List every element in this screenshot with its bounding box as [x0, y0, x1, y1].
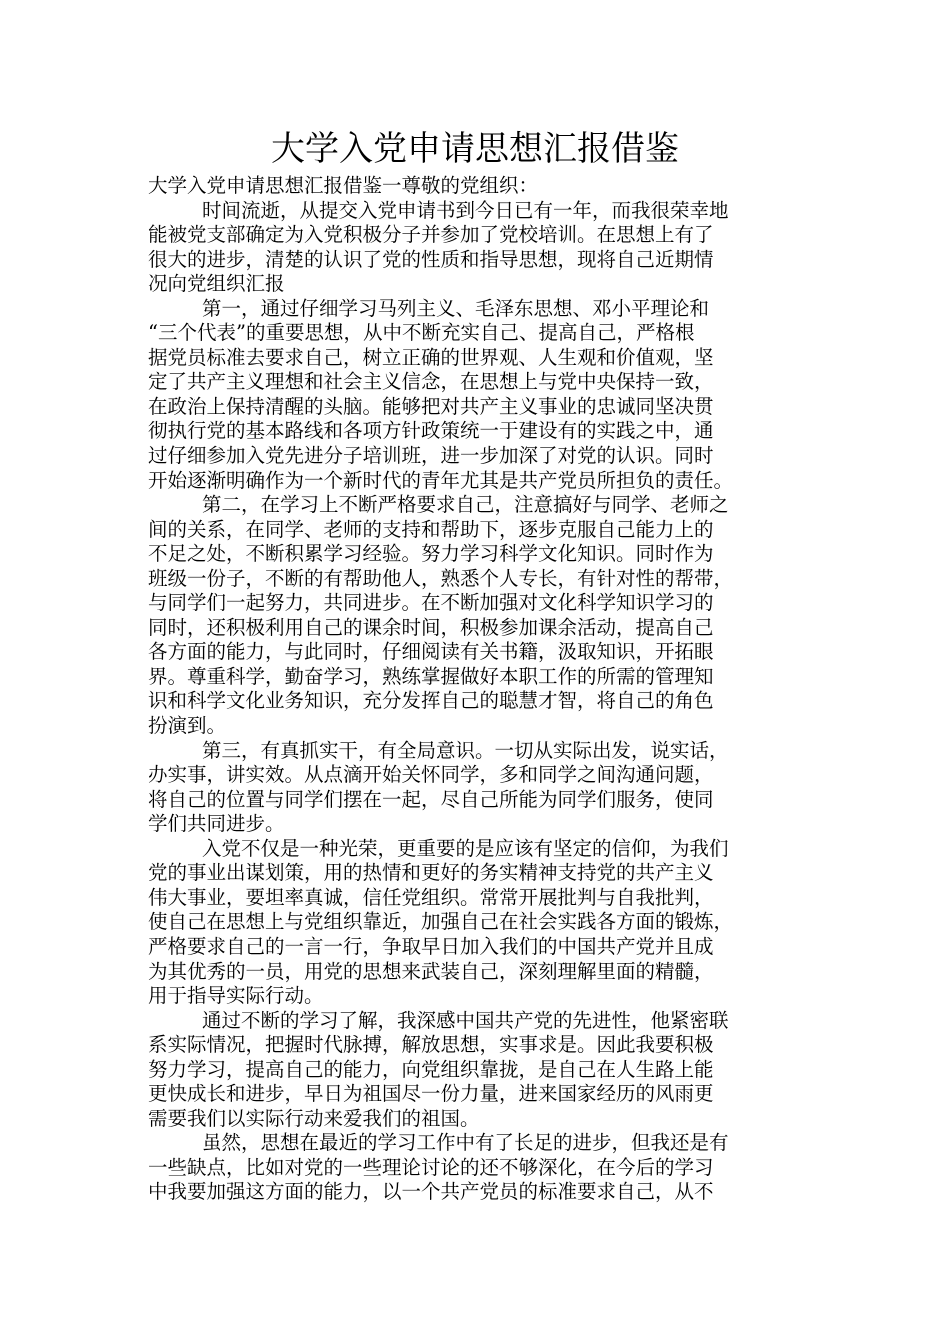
body-line: 况向党组织汇报 — [148, 272, 285, 296]
document-body — [148, 174, 818, 1205]
body-line: “三个代表”的重要思想，从中不断充实自己、提高自己，严格根 — [148, 321, 695, 345]
body-line: 办实事，讲实效。从点滴开始关怀同学，多和同学之间沟通问题， — [148, 763, 714, 787]
body-line: 同时，还积极利用自己的课余时间，积极参加课余活动，提高自己 — [148, 615, 714, 639]
body-line: 党的事业出谋划策，用的热情和更好的务实精神支持党的共产主义 — [148, 861, 714, 885]
body-line: 使自己在思想上与党组织靠近，加强自己在社会实践各方面的锻炼， — [148, 910, 734, 934]
body-line: 据党员标准去要求自己，树立正确的世界观、人生观和价值观，坚 — [148, 345, 714, 369]
body-line: 伟大事业，要坦率真诚，信任党组织。常常开展批判与自我批判， — [148, 885, 714, 909]
body-line: 将自己的位置与同学们摆在一起，尽自己所能为同学们服务，使同 — [148, 787, 714, 811]
body-line: 中我要加强这方面的能力，以一个共产党员的标准要求自己，从不 — [148, 1180, 714, 1204]
body-line: 第三，有真抓实干，有全局意识。一切从实际出发，说实话， — [202, 738, 729, 762]
body-line: 通过不断的学习了解，我深感中国共产党的先进性，他紧密联 — [202, 1008, 729, 1032]
body-line: 各方面的能力，与此同时，仔细阅读有关书籍，汲取知识，开拓眼 — [148, 640, 714, 664]
body-line: 第一，通过仔细学习马列主义、毛泽东思想、邓小平理论和 — [202, 296, 710, 320]
body-line: 第二，在学习上不断严格要求自己，注意搞好与同学、老师之 — [202, 493, 729, 517]
body-line: 用于指导实际行动。 — [148, 984, 324, 1008]
body-line: 虽然，思想在最近的学习工作中有了长足的进步，但我还是有 — [202, 1131, 729, 1155]
body-line: 在政治上保持清醒的头脑。能够把对共产主义事业的忠诚同坚决贯 — [148, 394, 714, 418]
body-line: 过仔细参加入党先进分子培训班，进一步加深了对党的认识。同时 — [148, 444, 714, 468]
body-line: 需要我们以实际行动来爱我们的祖国。 — [148, 1106, 480, 1130]
body-line: 系实际情况，把握时代脉搏，解放思想，实事求是。因此我要积极 — [148, 1033, 714, 1057]
body-line: 与同学们一起努力，共同进步。在不断加强对文化科学知识学习的 — [148, 591, 714, 615]
body-line: 努力学习，提高自己的能力，向党组织靠拢，是自己在人生路上能 — [148, 1057, 714, 1081]
body-line: 扮演到。 — [148, 714, 227, 738]
body-line: 不足之处，不断积累学习经验。努力学习科学文化知识。同时作为 — [148, 542, 714, 566]
body-line: 很大的进步，清楚的认识了党的性质和指导思想，现将自己近期情 — [148, 247, 714, 271]
body-line: 为其优秀的一员，用党的思想来武装自己，深刻理解里面的精髓， — [148, 959, 714, 983]
body-line: 识和科学文化业务知识，充分发挥自己的聪慧才智，将自己的角色 — [148, 689, 714, 713]
body-line: 班级一份子，不断的有帮助他人，熟悉个人专长，有针对性的帮带， — [148, 566, 734, 590]
body-line: 严格要求自己的一言一行，争取早日加入我们的中国共产党并且成 — [148, 934, 714, 958]
body-line: 开始逐渐明确作为一个新时代的青年尤其是共产党员所担负的责任。 — [148, 468, 734, 492]
body-line: 大学入党申请思想汇报借鉴一尊敬的党组织： — [148, 174, 539, 197]
body-line: 界。尊重科学，勤奋学习，熟练掌握做好本职工作的所需的管理知 — [148, 664, 714, 688]
body-line: 定了共产主义理想和社会主义信念，在思想上与党中央保持一致， — [148, 370, 714, 394]
body-line: 彻执行党的基本路线和各项方针政策统一于建设有的实践之中，通 — [148, 419, 714, 443]
body-line: 间的关系，在同学、老师的支持和帮助下，逐步克服自己能力上的 — [148, 517, 714, 541]
body-line: 学们共同进步。 — [148, 812, 285, 836]
body-line: 时间流逝，从提交入党申请书到今日已有一年，而我很荣幸地 — [202, 198, 729, 222]
body-line: 能被党支部确定为入党积极分子并参加了党校培训。在思想上有了 — [148, 223, 714, 247]
body-line: 入党不仅是一种光荣，更重要的是应该有坚定的信仰，为我们 — [202, 836, 729, 860]
body-line: 更快成长和进步，早日为祖国尽一份力量，进来国家经历的风雨更 — [148, 1082, 714, 1106]
document-title: 大学入党申请思想汇报借鉴 — [271, 129, 679, 169]
body-line: 一些缺点，比如对党的一些理论讨论的还不够深化，在今后的学习 — [148, 1155, 714, 1179]
